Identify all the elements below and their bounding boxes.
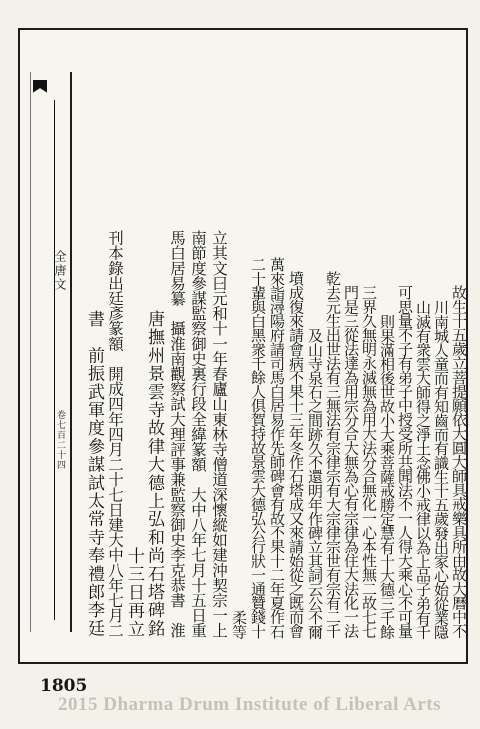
column-14: 門是三從法達為用宗分合大無為心有宗律為住大法化一法	[342, 285, 360, 638]
text-body	[82, 70, 468, 638]
column-3: 十三日再立	[124, 547, 144, 638]
column-4: 唐撫州景雲寺故律大德上弘和尚石塔碑銘	[144, 310, 164, 638]
column-12: 及山寺泉石之間跡久不還明年作碑立其詞云公不爾	[306, 327, 324, 638]
gutter-section: 卷七百二十四	[55, 410, 65, 470]
gutter-title: 全唐文	[53, 250, 67, 292]
watermark: 2015 Dharma Drum Institute of Liberal Arts	[58, 694, 442, 715]
column-17: 可思量不子有弟子中授受所共聞法不一人得大乘心不可量	[396, 285, 414, 638]
column-11: 墳成復來請會病不果十三年冬作石塔成又來請始從之既而會	[287, 271, 305, 638]
book-gutter	[30, 72, 72, 632]
column-6: 南節度參謀監察御史裏行段全緯篆額 大中八年七月十五日重	[189, 230, 207, 638]
column-2: 刊本錄出廷彥篆額 開成四年四月二十七日建大中八年七月二	[106, 230, 124, 638]
page-number: 1805	[40, 676, 88, 696]
column-10: 萬來詣潯陽府請司馬白居易作先師碑會有故不果十二年夏作石	[268, 257, 286, 638]
column-7: 立其文曰元和十一年春廬山東林寺僧道深懷縱如建沖契宗一上	[210, 230, 228, 638]
column-15: 三界久無明永滅無為用大法分合無化一心本性無二故七七	[360, 285, 378, 638]
column-13: 乾去元生出世法有三無法有宗律宗有大宗律宗世有宗有二千	[324, 271, 342, 638]
column-19: 川南城人童而有知齒而有識生十五歲發出家心始從業隱	[432, 299, 450, 638]
column-8: 柔等	[230, 609, 248, 638]
column-5: 馬白居易纂 攝淮南觀察試大理評事兼監察御史李克恭書 淮	[168, 230, 186, 638]
gutter-rule	[30, 72, 71, 632]
gutter-center-line	[54, 100, 55, 620]
column-20: 故生十五歲立菩提願依大圓大師具戒樂具所由故大曆中不	[450, 285, 468, 638]
column-16: 則果滿相後世故小大乘菩薩戒勝定慧有十大德三千餘	[378, 313, 396, 638]
column-9: 二十輩與白黑衆千餘人俱賀持故景雲大德弘公行狀一通贊錢十	[249, 257, 267, 638]
column-1: 書 前振武軍度參謀試太常寺奉禮郎李廷	[84, 310, 104, 638]
column-18: 山滅有衆雲大師得之淨土念佛小戒律以為上品子弟有千	[414, 299, 432, 638]
